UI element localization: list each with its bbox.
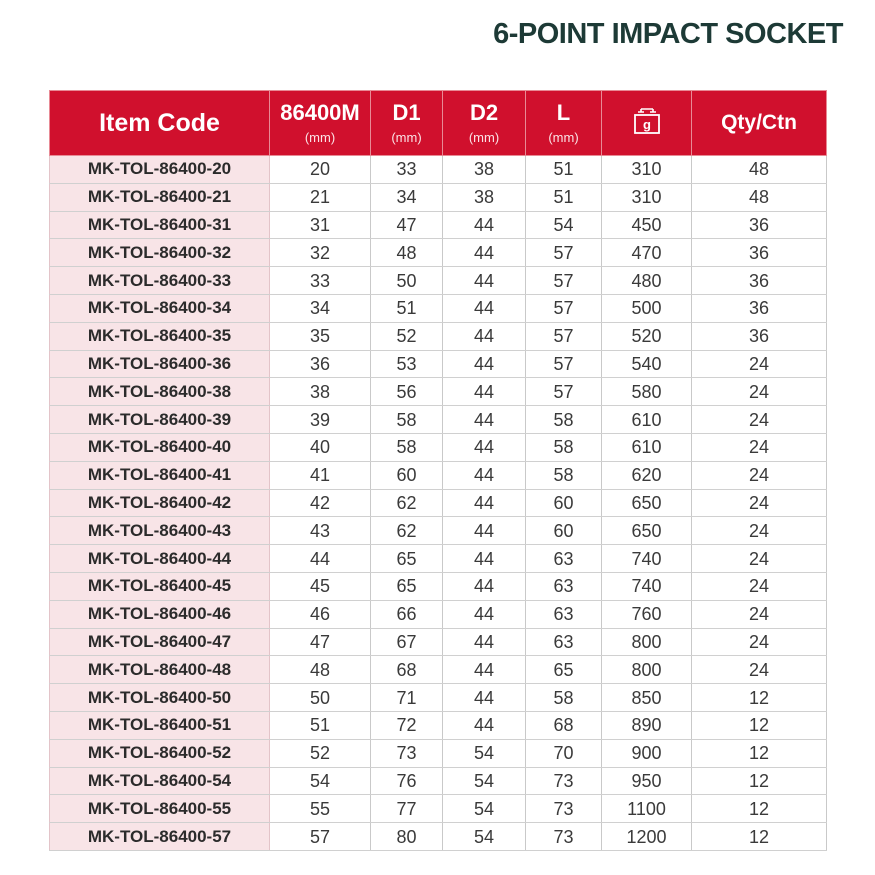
weight-icon-glyph: g: [642, 116, 651, 132]
table-row: [50, 795, 827, 823]
size-cell: 52: [270, 739, 371, 767]
size-cell: 42: [270, 489, 371, 517]
weight-cell: 740: [602, 572, 692, 600]
weight-cell: 580: [602, 378, 692, 406]
l-cell: 60: [526, 517, 602, 545]
header-l-label: L: [556, 100, 571, 125]
l-cell: 65: [526, 656, 602, 684]
l-cell: 51: [526, 183, 602, 211]
size-cell: 20: [270, 156, 371, 184]
qty-cell: 12: [692, 823, 827, 851]
size-cell: 50: [270, 684, 371, 712]
qty-cell: 36: [692, 294, 827, 322]
l-cell: 73: [526, 823, 602, 851]
d2-cell: 44: [443, 350, 526, 378]
size-cell: 35: [270, 322, 371, 350]
item-code-cell: MK-TOL-86400-54: [50, 767, 270, 795]
item-code-cell: MK-TOL-86400-21: [50, 183, 270, 211]
qty-cell: 24: [692, 656, 827, 684]
d2-cell: 44: [443, 489, 526, 517]
d2-cell: 44: [443, 322, 526, 350]
table-row: [50, 433, 827, 461]
d2-cell: 44: [443, 267, 526, 295]
table-row: [50, 322, 827, 350]
l-cell: 57: [526, 322, 602, 350]
weight-cell: 890: [602, 711, 692, 739]
item-code-cell: MK-TOL-86400-31: [50, 211, 270, 239]
qty-cell: 36: [692, 211, 827, 239]
qty-cell: 24: [692, 545, 827, 573]
d2-cell: 44: [443, 656, 526, 684]
item-code-cell: MK-TOL-86400-55: [50, 795, 270, 823]
item-code-cell: MK-TOL-86400-34: [50, 294, 270, 322]
size-cell: 40: [270, 433, 371, 461]
l-cell: 54: [526, 211, 602, 239]
d1-cell: 33: [371, 156, 443, 184]
item-code-cell: MK-TOL-86400-44: [50, 545, 270, 573]
item-code-cell: MK-TOL-86400-57: [50, 823, 270, 851]
d2-cell: 44: [443, 406, 526, 434]
qty-cell: 36: [692, 267, 827, 295]
table-row: [50, 517, 827, 545]
weight-cell: 1100: [602, 795, 692, 823]
qty-cell: 12: [692, 711, 827, 739]
size-cell: 48: [270, 656, 371, 684]
qty-cell: 24: [692, 517, 827, 545]
size-cell: 36: [270, 350, 371, 378]
d1-cell: 71: [371, 684, 443, 712]
d2-cell: 44: [443, 378, 526, 406]
l-cell: 57: [526, 378, 602, 406]
header-d1-unit: (mm): [391, 130, 422, 145]
l-cell: 58: [526, 461, 602, 489]
table-row: [50, 378, 827, 406]
d2-cell: 54: [443, 767, 526, 795]
d2-cell: 44: [443, 600, 526, 628]
page-title: 6-POINT IMPACT SOCKET: [493, 18, 843, 50]
d1-cell: 47: [371, 211, 443, 239]
qty-cell: 24: [692, 572, 827, 600]
header-d2-label: D2: [469, 100, 499, 125]
weight-cell: 540: [602, 350, 692, 378]
table-row: [50, 183, 827, 211]
qty-cell: 48: [692, 156, 827, 184]
size-cell: 57: [270, 823, 371, 851]
size-cell: 32: [270, 239, 371, 267]
item-code-cell: MK-TOL-86400-40: [50, 433, 270, 461]
d2-cell: 44: [443, 433, 526, 461]
table-row: [50, 628, 827, 656]
l-cell: 63: [526, 545, 602, 573]
qty-cell: 24: [692, 600, 827, 628]
qty-cell: 24: [692, 461, 827, 489]
qty-cell: 24: [692, 489, 827, 517]
qty-cell: 24: [692, 628, 827, 656]
d2-cell: 44: [443, 239, 526, 267]
qty-cell: 24: [692, 378, 827, 406]
table-row: [50, 572, 827, 600]
qty-cell: 36: [692, 239, 827, 267]
size-cell: 39: [270, 406, 371, 434]
d1-cell: 53: [371, 350, 443, 378]
header-size: [270, 91, 371, 156]
table-row: [50, 239, 827, 267]
table-row: [50, 489, 827, 517]
d1-cell: 62: [371, 517, 443, 545]
table-row: [50, 545, 827, 573]
l-cell: 51: [526, 156, 602, 184]
item-code-cell: MK-TOL-86400-50: [50, 684, 270, 712]
d1-cell: 72: [371, 711, 443, 739]
d2-cell: 44: [443, 294, 526, 322]
d2-cell: 54: [443, 823, 526, 851]
size-cell: 47: [270, 628, 371, 656]
d1-cell: 56: [371, 378, 443, 406]
qty-cell: 12: [692, 684, 827, 712]
table-row: [50, 739, 827, 767]
l-cell: 58: [526, 433, 602, 461]
table-body: [50, 156, 827, 851]
item-code-cell: MK-TOL-86400-20: [50, 156, 270, 184]
qty-cell: 12: [692, 767, 827, 795]
size-cell: 33: [270, 267, 371, 295]
item-code-cell: MK-TOL-86400-46: [50, 600, 270, 628]
weight-cell: 800: [602, 656, 692, 684]
item-code-cell: MK-TOL-86400-51: [50, 711, 270, 739]
qty-cell: 12: [692, 739, 827, 767]
header-size-unit: (mm): [304, 130, 336, 145]
d1-cell: 51: [371, 294, 443, 322]
weight-cell: 760: [602, 600, 692, 628]
item-code-cell: MK-TOL-86400-45: [50, 572, 270, 600]
l-cell: 57: [526, 267, 602, 295]
weight-cell: 480: [602, 267, 692, 295]
table-row: [50, 767, 827, 795]
qty-cell: 24: [692, 350, 827, 378]
qty-cell: 24: [692, 406, 827, 434]
d1-cell: 60: [371, 461, 443, 489]
l-cell: 57: [526, 294, 602, 322]
weight-cell: 650: [602, 517, 692, 545]
table-row: [50, 406, 827, 434]
size-cell: 46: [270, 600, 371, 628]
item-code-cell: MK-TOL-86400-32: [50, 239, 270, 267]
weight-cell: 610: [602, 433, 692, 461]
d1-cell: 77: [371, 795, 443, 823]
qty-cell: 48: [692, 183, 827, 211]
d1-cell: 66: [371, 600, 443, 628]
table-row: [50, 823, 827, 851]
header-d1: [371, 91, 443, 156]
d1-cell: 68: [371, 656, 443, 684]
header-d2: [443, 91, 526, 156]
d1-cell: 62: [371, 489, 443, 517]
size-cell: 54: [270, 767, 371, 795]
header-d2-unit: (mm): [468, 130, 500, 145]
item-code-cell: MK-TOL-86400-52: [50, 739, 270, 767]
spec-table: [49, 90, 827, 851]
weight-cell: 470: [602, 239, 692, 267]
d1-cell: 52: [371, 322, 443, 350]
table-row: [50, 461, 827, 489]
table-row: [50, 684, 827, 712]
header-l: [526, 91, 602, 156]
d1-cell: 65: [371, 572, 443, 600]
l-cell: 58: [526, 406, 602, 434]
size-cell: 55: [270, 795, 371, 823]
qty-cell: 12: [692, 795, 827, 823]
weight-cell: 740: [602, 545, 692, 573]
weight-cell: 1200: [602, 823, 692, 851]
l-cell: 63: [526, 572, 602, 600]
l-cell: 73: [526, 795, 602, 823]
table-row: [50, 350, 827, 378]
item-code-cell: MK-TOL-86400-39: [50, 406, 270, 434]
l-cell: 60: [526, 489, 602, 517]
d2-cell: 44: [443, 628, 526, 656]
l-cell: 57: [526, 239, 602, 267]
d1-cell: 76: [371, 767, 443, 795]
l-cell: 57: [526, 350, 602, 378]
table-row: [50, 267, 827, 295]
weight-cell: 900: [602, 739, 692, 767]
d2-cell: 54: [443, 739, 526, 767]
item-code-cell: MK-TOL-86400-43: [50, 517, 270, 545]
d2-cell: 44: [443, 461, 526, 489]
size-cell: 31: [270, 211, 371, 239]
d1-cell: 73: [371, 739, 443, 767]
l-cell: 63: [526, 600, 602, 628]
l-cell: 63: [526, 628, 602, 656]
size-cell: 45: [270, 572, 371, 600]
item-code-cell: MK-TOL-86400-42: [50, 489, 270, 517]
header-qty-label: Qty/Ctn: [721, 111, 797, 134]
weight-cell: 950: [602, 767, 692, 795]
size-cell: 34: [270, 294, 371, 322]
size-cell: 38: [270, 378, 371, 406]
header-l-unit: (mm): [548, 130, 579, 145]
weight-cell: 450: [602, 211, 692, 239]
header-qty: [692, 91, 827, 156]
table-row: [50, 156, 827, 184]
d1-cell: 58: [371, 406, 443, 434]
d2-cell: 44: [443, 545, 526, 573]
header-row: [50, 91, 827, 156]
l-cell: 58: [526, 684, 602, 712]
weight-cell: 650: [602, 489, 692, 517]
weight-cell: 500: [602, 294, 692, 322]
d1-cell: 58: [371, 433, 443, 461]
weight-cell: 520: [602, 322, 692, 350]
d1-cell: 34: [371, 183, 443, 211]
l-cell: 73: [526, 767, 602, 795]
weight-cell: 620: [602, 461, 692, 489]
table-row: [50, 656, 827, 684]
header-item-code-label: Item Code: [99, 109, 220, 137]
d2-cell: 44: [443, 517, 526, 545]
header-item-code: [50, 91, 270, 156]
table-row: [50, 600, 827, 628]
item-code-cell: MK-TOL-86400-38: [50, 378, 270, 406]
header-d1-label: D1: [392, 100, 421, 125]
weight-cell: 310: [602, 156, 692, 184]
d2-cell: 38: [443, 183, 526, 211]
l-cell: 68: [526, 711, 602, 739]
size-cell: 44: [270, 545, 371, 573]
size-cell: 51: [270, 711, 371, 739]
item-code-cell: MK-TOL-86400-33: [50, 267, 270, 295]
size-cell: 21: [270, 183, 371, 211]
item-code-cell: MK-TOL-86400-36: [50, 350, 270, 378]
weight-cell: 850: [602, 684, 692, 712]
weight-cell: 800: [602, 628, 692, 656]
item-code-cell: MK-TOL-86400-48: [50, 656, 270, 684]
table-row: [50, 711, 827, 739]
l-cell: 70: [526, 739, 602, 767]
size-cell: 41: [270, 461, 371, 489]
d2-cell: 44: [443, 684, 526, 712]
d1-cell: 48: [371, 239, 443, 267]
header-size-label: 86400M: [280, 100, 360, 125]
d1-cell: 80: [371, 823, 443, 851]
item-code-cell: MK-TOL-86400-41: [50, 461, 270, 489]
qty-cell: 24: [692, 433, 827, 461]
d1-cell: 50: [371, 267, 443, 295]
header-weight: [602, 91, 692, 156]
weight-cell: 310: [602, 183, 692, 211]
size-cell: 43: [270, 517, 371, 545]
d2-cell: 38: [443, 156, 526, 184]
d1-cell: 65: [371, 545, 443, 573]
item-code-cell: MK-TOL-86400-35: [50, 322, 270, 350]
d1-cell: 67: [371, 628, 443, 656]
item-code-cell: MK-TOL-86400-47: [50, 628, 270, 656]
qty-cell: 36: [692, 322, 827, 350]
table-row: [50, 211, 827, 239]
table-row: [50, 294, 827, 322]
d2-cell: 44: [443, 572, 526, 600]
d2-cell: 44: [443, 711, 526, 739]
d2-cell: 54: [443, 795, 526, 823]
weight-icon: [632, 107, 662, 133]
d2-cell: 44: [443, 211, 526, 239]
weight-cell: 610: [602, 406, 692, 434]
